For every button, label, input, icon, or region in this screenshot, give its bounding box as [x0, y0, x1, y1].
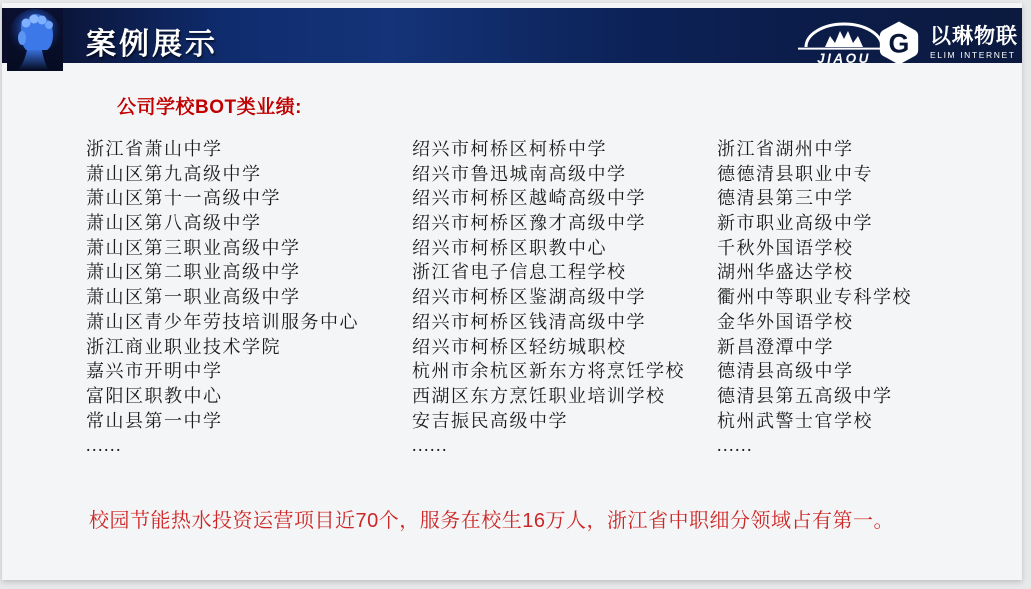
list-item: 萧山区第三职业高级中学: [86, 237, 301, 258]
list-item: 萧山区第八高级中学: [86, 213, 262, 234]
school-list-column-2: [412, 137, 732, 458]
elim-name-cn: 以琳物联: [930, 25, 1018, 49]
summary-statement: 校园节能热水投资运营项目近70个，服务在校生16万人，浙江省中职细分领域占有第一。: [89, 510, 894, 532]
elim-hexagon-g-icon: [876, 20, 922, 66]
list-item: 萧山区第十一高级中学: [86, 188, 281, 209]
list-item: 绍兴市柯桥区鉴湖高级中学: [412, 287, 646, 308]
list-item: 德清县高级中学: [717, 361, 854, 382]
list-item: 绍兴市鲁迅城南高级中学: [412, 163, 627, 184]
list-item: 德清县第三中学: [717, 188, 854, 209]
list-item: 杭州武警士官学校: [717, 410, 873, 431]
fist-emblem: [7, 8, 63, 71]
section-title: 公司学校BOT类业绩:: [117, 97, 302, 118]
blue-fist-icon: [7, 8, 63, 71]
list-item: 新昌澄潭中学: [717, 336, 834, 357]
list-item: 绍兴市柯桥区柯桥中学: [412, 139, 607, 159]
list-item: 浙江省萧山中学: [86, 139, 223, 159]
jiaou-logo-text: JIAOU: [817, 51, 871, 66]
list-item: 萧山区第九高级中学: [86, 163, 262, 184]
elim-logo: [876, 18, 1018, 68]
list-item: 金华外国语学校: [717, 311, 854, 332]
list-item: 浙江商业职业技术学院: [86, 336, 281, 357]
list-item: 萧山区第一职业高级中学: [86, 287, 301, 308]
elim-logo-text: [930, 26, 1018, 60]
list-item: 西湖区东方烹饪职业培训学校: [412, 385, 666, 406]
slide-header-bar: [2, 8, 1022, 66]
list-item: 湖州华盛达学校: [717, 262, 854, 283]
list-item: 富阳区职教中心: [86, 385, 223, 406]
elim-name-en: ELIM INTERNET: [930, 50, 1016, 61]
list-item: ......: [412, 435, 448, 456]
list-item: 杭州市余杭区新东方将烹饪学校: [412, 361, 685, 382]
list-item: 绍兴市柯桥区轻纺城职校: [412, 336, 627, 357]
list-item: 浙江省电子信息工程学校: [412, 262, 627, 283]
list-item: 千秋外国语学校: [717, 237, 854, 258]
list-item: 德清县第五高级中学: [717, 385, 893, 406]
list-item: 新市职业高级中学: [717, 213, 873, 234]
list-item: 德德清县职业中专: [717, 163, 873, 184]
page-title: 案例展示: [86, 27, 218, 61]
list-item: 安吉振民高级中学: [412, 410, 568, 431]
list-item: 绍兴市柯桥区钱清高级中学: [412, 311, 646, 332]
list-item: 萧山区青少年劳技培训服务中心: [86, 311, 359, 332]
list-item: 绍兴市柯桥区越崎高级中学: [412, 188, 646, 209]
presentation-slide: [2, 3, 1022, 580]
list-item: 嘉兴市开明中学: [86, 361, 223, 382]
list-item: 绍兴市柯桥区职教中心: [412, 237, 607, 258]
list-item: 绍兴市柯桥区豫才高级中学: [412, 213, 646, 234]
list-item: 萧山区第二职业高级中学: [86, 262, 301, 283]
list-item: ......: [86, 435, 122, 456]
list-item: 浙江省湖州中学: [717, 139, 854, 159]
elim-logo-letter: G: [888, 28, 910, 59]
list-item: ......: [717, 435, 753, 456]
school-list-column-1: [86, 137, 406, 458]
list-item: 衢州中等职业专科学校: [717, 287, 912, 308]
list-item: 常山县第一中学: [86, 410, 223, 431]
school-list-column-3: [717, 137, 1031, 458]
